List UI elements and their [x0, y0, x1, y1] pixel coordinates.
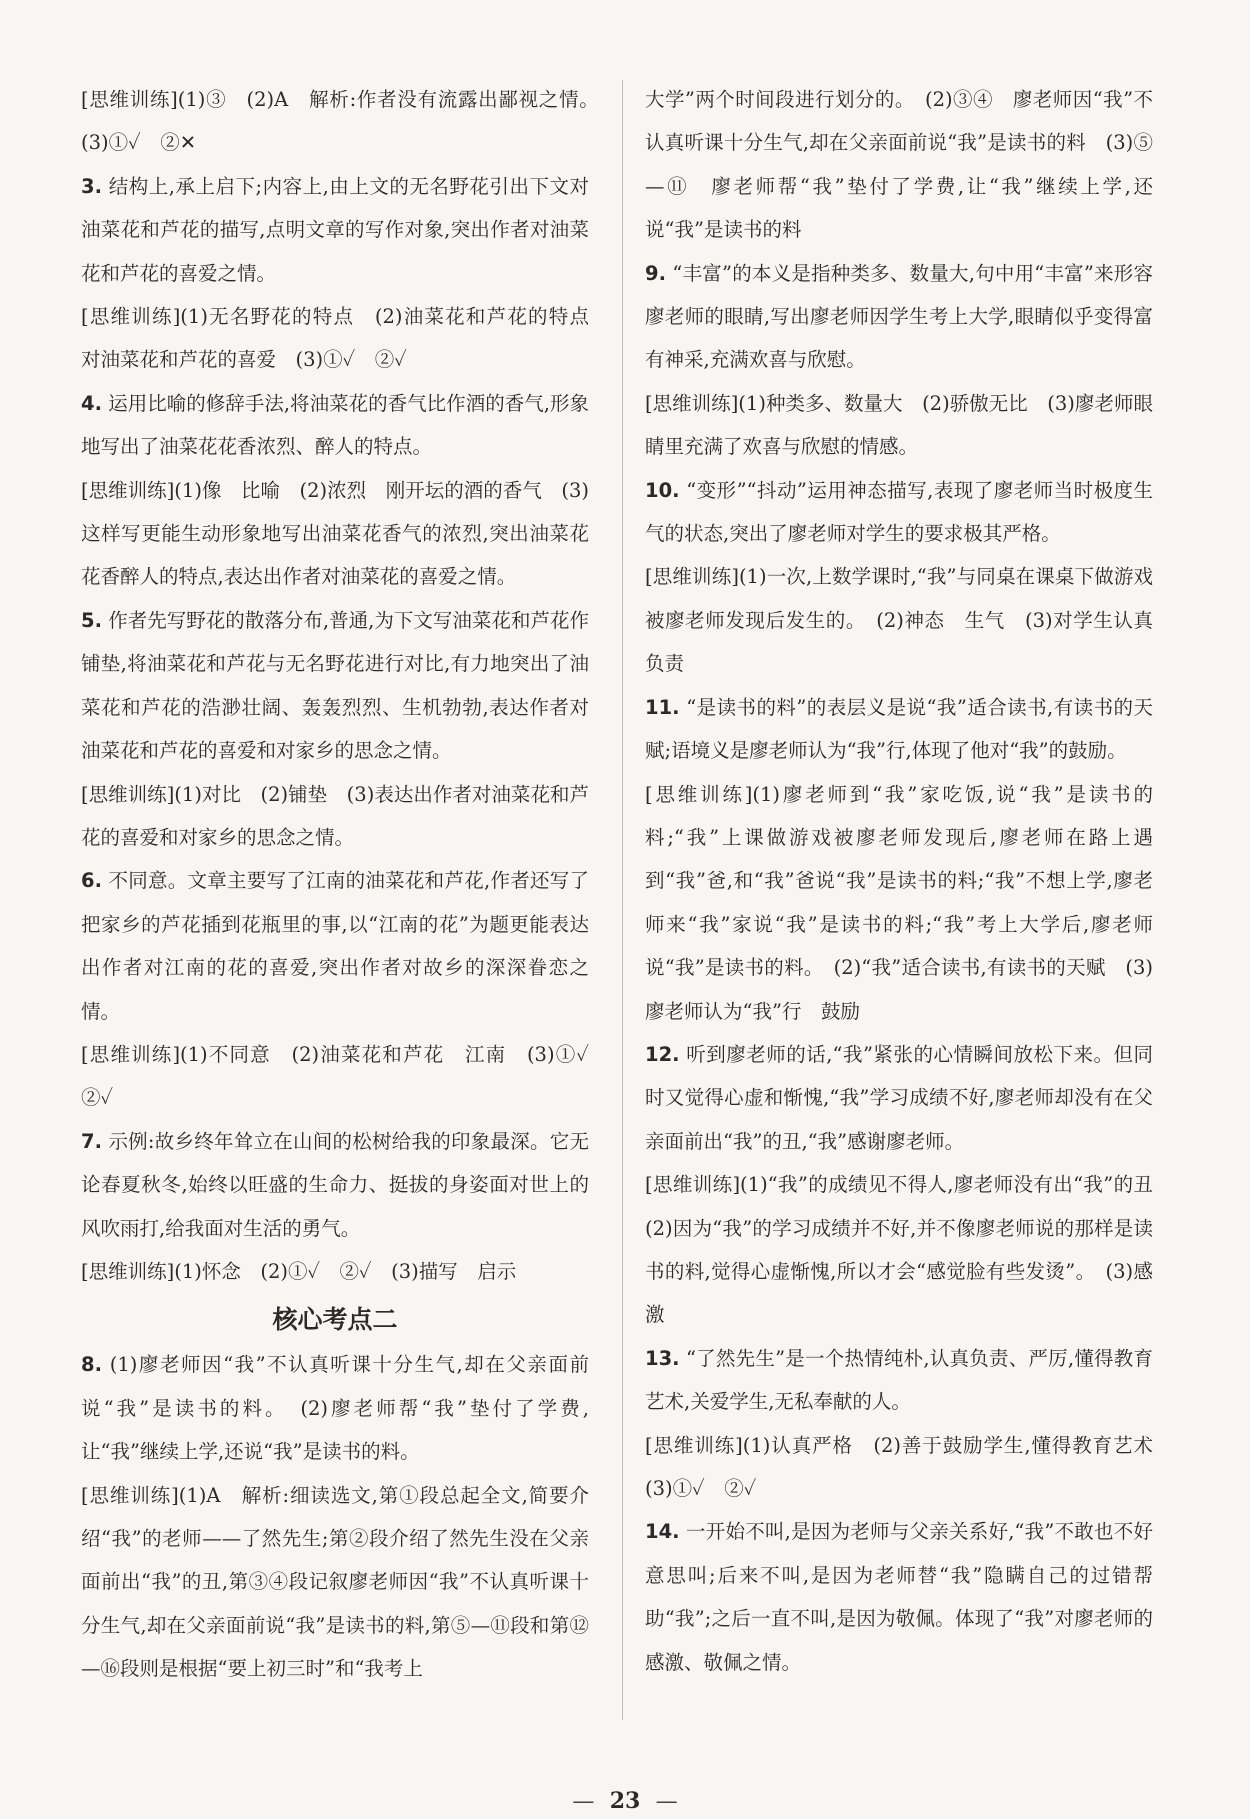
- answer-text: 结构上,承上启下;内容上,由上文的无名野花引出下文对油菜花和芦花的描写,点明文章的写作对象,突出作者对油菜花和芦花的喜爱之情。: [81, 174, 590, 285]
- answer-item: [645, 1510, 1153, 1684]
- training-paragraph: [思维训练](1)无名野花的特点 (2)油菜花和芦花的特点 对油菜花和芦花的喜爱 (3)①✓ ②✓: [81, 305, 609, 372]
- answer-item: [645, 1337, 1153, 1424]
- column-divider: [622, 80, 623, 1720]
- training-paragraph: [思维训练](1)对比 (2)铺垫 (3)表达出作者对油菜花和芦花的喜爱和对家乡的思念之情。: [81, 782, 589, 849]
- training-paragraph: [思维训练](1)廖老师到“我”家吃饭,说“我”是读书的料;“我”上课做游戏被廖老师发现后,廖老师在路上遇到“我”爸,和“我”爸说“我”是读书的料;“我”不想上学,廖老师来“我”家说“我”是读书的料;“我”考上大学后,廖老师说“我”是读书的料。 (2)“我”适合读书,有读书的天赋 (3)廖老师认为“我”行 鼓励: [645, 782, 1153, 1023]
- question-number: 13.: [645, 1346, 680, 1370]
- training-paragraph: [思维训练](1)怀念 (2)①✓ ②✓ (3)描写 启示: [81, 1259, 517, 1283]
- answer-text: “变形”“抖动”运用神态描写,表现了廖老师当时极度生气的状态,突出了廖老师对学生的要求极其严格。: [645, 478, 1153, 546]
- answer-text: 作者先写野花的散落分布,普通,为下文写油菜花和芦花作铺垫,将油菜花和芦花与无名野花进行对比,有力地突出了油菜花和芦花的浩渺壮阔、轰轰烈烈、生机勃勃,表达作者对油菜花和芦花的喜爱和对家乡的思念之情。: [81, 608, 589, 763]
- training-paragraph: 大学”两个时间段进行划分的。 (2)③④ 廖老师因“我”不认真听课十分生气,却在父亲面前说“我”是读书的料 (3)⑤—⑪ 廖老师帮“我”垫付了学费,让“我”继续上学,还说“我”是读书的料: [645, 88, 1153, 242]
- answer-item: [645, 469, 1153, 556]
- right-column: [645, 78, 1173, 1684]
- question-number: 12.: [645, 1042, 680, 1066]
- answer-text: 不同意。文章主要写了江南的油菜花和芦花,作者还写了把家乡的芦花插到花瓶里的事,以“江南的花”为题更能表达出作者对江南的花的喜爱,突出作者对故乡的深深眷恋之情。: [81, 869, 589, 1023]
- section-title: 核心考点二: [272, 1305, 398, 1335]
- training-paragraph: [思维训练](1)一次,上数学课时,“我”与同桌在课桌下做游戏被廖老师发现后发生的。 (2)神态 生气 (3)对学生认真负责: [645, 565, 1153, 676]
- answer-text: “了然先生”是一个热情纯朴,认真负责、严厉,懂得教育艺术,关爱学生,无私奉献的人。: [645, 1346, 1153, 1414]
- question-number: 8.: [81, 1353, 102, 1377]
- answer-text: “是读书的料”的表层义是说“我”适合读书,有读书的天赋;语境义是廖老师认为“我”行,体现了他对“我”的鼓励。: [645, 695, 1154, 763]
- answer-item: [81, 859, 589, 1033]
- question-number: 6.: [81, 869, 102, 893]
- training-paragraph: [思维训练](1)A 解析:细读选文,第①段总起全文,简要介绍“我”的老师——了然先生;第②段介绍了然先生没在父亲面前出“我”的丑,第③④段记叙廖老师因“我”不认真听课十分生气,却在父亲面前说“我”是读书的料,第⑤—⑪段和第⑫—⑯段则是根据“要上初三时”和“我考上: [81, 1483, 589, 1681]
- answer-text: 一开始不叫,是因为老师与父亲关系好,“我”不敢也不好意思叫;后来不叫,是因为老师替“我”隐瞒自己的过错帮助“我”;之后一直不叫,是因为敬佩。体现了“我”对廖老师的感激、敬佩之情。: [645, 1520, 1153, 1674]
- page-number: 23: [609, 1788, 641, 1814]
- answer-item: [645, 252, 1153, 382]
- answer-item: [645, 686, 1153, 773]
- question-number: 11.: [645, 695, 680, 719]
- question-number: 9.: [645, 261, 666, 285]
- answer-item: [81, 1343, 589, 1473]
- training-paragraph: [思维训练](1)认真严格 (2)善于鼓励学生,懂得教育艺术 (3)①✓ ②✓: [645, 1433, 1173, 1500]
- question-number: 14.: [645, 1520, 680, 1544]
- answer-text: (1)廖老师因“我”不认真听课十分生气,却在父亲面前说“我”是读书的料。 (2)廖老师帮“我”垫付了学费,让“我”继续上学,还说“我”是读书的料。: [81, 1353, 589, 1464]
- training-paragraph: [思维训练](1)“我”的成绩见不得人,廖老师没有出“我”的丑 (2)因为“我”的学习成绩并不好,并不像廖老师说的那样是读书的料,觉得心虚惭愧,所以才会“感觉脸有些发烫”。 (3)感激: [645, 1173, 1173, 1327]
- question-number: 3.: [81, 174, 102, 198]
- answer-item: [81, 599, 589, 773]
- answer-item: [81, 1120, 589, 1250]
- answer-text: 运用比喻的修辞手法,将油菜花的香气比作酒的香气,形象地写出了油菜花花香浓烈、醉人的特点。: [81, 391, 589, 459]
- question-number: 4.: [81, 391, 102, 415]
- question-number: 7.: [81, 1129, 102, 1153]
- left-column: [81, 78, 609, 1691]
- answer-text: “丰富”的本义是指种类多、数量大,句中用“丰富”来形容廖老师的眼睛,写出廖老师因学生考上大学,眼睛似乎变得富有神采,充满欢喜与欣慰。: [645, 261, 1154, 372]
- question-number: 5.: [81, 608, 102, 632]
- training-paragraph: [思维训练](1)种类多、数量大 (2)骄傲无比 (3)廖老师眼睛里充满了欢喜与欣慰的情感。: [645, 391, 1153, 459]
- training-paragraph: [思维训练](1)不同意 (2)油菜花和芦花 江南 (3)①✓ ②✓: [81, 1042, 609, 1110]
- training-paragraph: [思维训练](1)像 比喻 (2)浓烈 刚开坛的酒的香气 (3)这样写更能生动形象地写出油菜花香气的浓烈,突出油菜花花香醉人的特点,表达出作者对油菜花的喜爱之情。: [81, 478, 589, 589]
- answer-text: 听到廖老师的话,“我”紧张的心情瞬间放松下来。但同时又觉得心虚和惭愧,“我”学习成绩不好,廖老师却没有在父亲面前出“我”的丑,“我”感谢廖老师。: [645, 1042, 1153, 1153]
- answer-text: 示例:故乡终年耸立在山间的松树给我的印象最深。它无论春夏秋冬,始终以旺盛的生命力、挺拔的身姿面对世上的风吹雨打,给我面对生活的勇气。: [81, 1129, 589, 1240]
- answer-item: [81, 382, 589, 469]
- question-number: 10.: [645, 478, 680, 502]
- answer-item: [81, 165, 589, 295]
- page-footer: — 23 —: [572, 1788, 678, 1814]
- answer-item: [645, 1033, 1153, 1163]
- training-paragraph: [思维训练](1)③ (2)A 解析:作者没有流露出鄙视之情。 (3)①✓ ②✕: [81, 88, 609, 155]
